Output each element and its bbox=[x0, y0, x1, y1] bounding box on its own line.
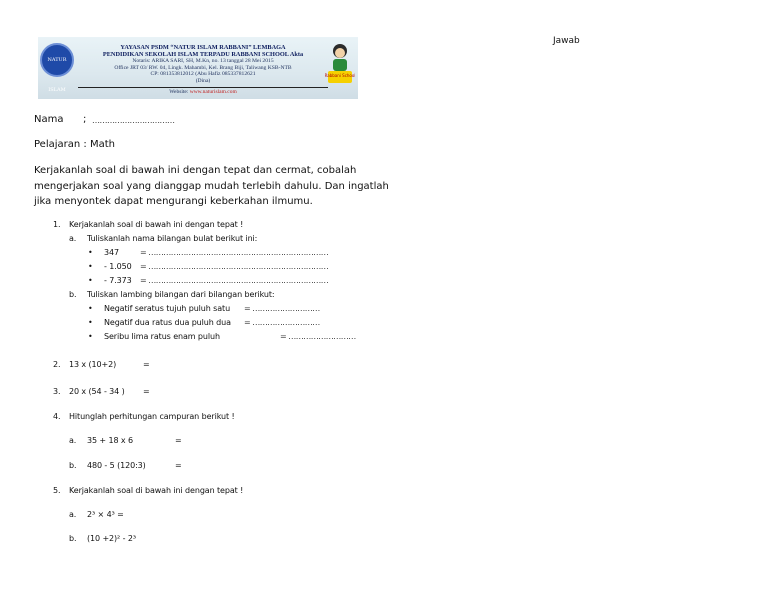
bullet: • bbox=[88, 332, 93, 341]
number-value: - 1.050 bbox=[104, 262, 132, 271]
sub-question-text: Tuliskanlah nama bilangan bulat berikut ini: bbox=[87, 234, 258, 243]
sub-label: a. bbox=[69, 234, 77, 243]
sub-question-text: 2³ × 4³ = bbox=[87, 510, 124, 519]
sub-label: b. bbox=[69, 461, 77, 470]
sub-label: a. bbox=[69, 510, 77, 519]
sub-label: b. bbox=[69, 290, 77, 299]
instruction-line: mengerjakan soal yang dianggap mudah terlebih dahulu. Dan ingatlah bbox=[34, 181, 389, 192]
jawab-label: Jawab bbox=[553, 36, 580, 46]
letterhead-line: PENDIDIKAN SEKOLAH ISLAM TERPADU RABBANI SCHOOL Akta bbox=[102, 50, 304, 58]
sub-question-text: Tuliskan lambing bilangan dari bilangan berikut: bbox=[87, 290, 275, 299]
sub-label: a. bbox=[69, 436, 77, 445]
instruction-line: jika menyontek dapat mengurangi keberkahan ilmumu. bbox=[34, 196, 313, 207]
question-text: 20 x (54 - 34 ) bbox=[69, 387, 125, 396]
question-number: 4. bbox=[53, 412, 61, 421]
question-text: Kerjakanlah soal di bawah ini dengan tepat ! bbox=[69, 486, 244, 495]
instruction-line: Kerjakanlah soal di bawah ini dengan tepat dan cermat, cobalah bbox=[34, 165, 357, 176]
mascot-label: Rabbani School bbox=[325, 73, 355, 78]
nama-field[interactable]: …………………………… bbox=[92, 116, 175, 125]
letterhead-website bbox=[118, 89, 288, 95]
sub-question-text: 35 + 18 x 6 bbox=[87, 436, 133, 445]
number-words: Negatif dua ratus dua puluh dua bbox=[104, 318, 231, 327]
equals-sign: = bbox=[143, 387, 150, 396]
letterhead bbox=[38, 37, 358, 99]
bullet: • bbox=[88, 262, 93, 271]
school-logo: NATUR ISLAM bbox=[40, 43, 74, 77]
sub-question-text: (10 +2)² - 2³ bbox=[87, 534, 136, 543]
mascot-icon bbox=[325, 41, 355, 85]
answer-field[interactable]: = ……………………… bbox=[280, 332, 356, 341]
pelajaran-label: Pelajaran : Math bbox=[34, 139, 115, 150]
answer-field[interactable]: = ……………………… bbox=[244, 318, 320, 327]
bullet: • bbox=[88, 304, 93, 313]
equals-sign: = bbox=[175, 436, 182, 445]
question-text: Kerjakanlah soal di bawah ini dengan tepat ! bbox=[69, 220, 244, 229]
number-value: - 7.373 bbox=[104, 276, 132, 285]
question-text: Hitunglah perhitungan campuran berikut ! bbox=[69, 412, 235, 421]
sub-label: b. bbox=[69, 534, 77, 543]
nama-label: Nama bbox=[34, 114, 64, 125]
bullet: • bbox=[88, 276, 93, 285]
bullet: • bbox=[88, 318, 93, 327]
question-number: 2. bbox=[53, 360, 61, 369]
letterhead-line: Notaris: ARIKA SARI, SH, M.Kn, no. 13 tanggal 28 Mei 2015 bbox=[132, 58, 274, 65]
bullet: • bbox=[88, 248, 93, 257]
question-number: 5. bbox=[53, 486, 61, 495]
letterhead-text bbox=[78, 45, 328, 85]
answer-field[interactable]: = ……………………………………………………………… bbox=[140, 262, 329, 271]
question-text: 13 x (10+2) bbox=[69, 360, 117, 369]
letterhead-divider bbox=[78, 87, 328, 88]
answer-field[interactable]: = ……………………………………………………………… bbox=[140, 276, 329, 285]
number-words: Seribu lima ratus enam puluh bbox=[104, 332, 220, 341]
equals-sign: = bbox=[143, 360, 150, 369]
answer-field[interactable]: = ……………………………………………………………… bbox=[140, 248, 329, 257]
letterhead-url: www.naturislam.com bbox=[189, 89, 237, 95]
question-number: 3. bbox=[53, 387, 61, 396]
nama-separator: ; bbox=[83, 114, 87, 125]
sub-question-text: 480 - 5 (120:3) bbox=[87, 461, 146, 470]
letterhead-website-label: Website: bbox=[169, 89, 189, 95]
letterhead-line: Office JRT 03/ RW. 04, Lingk. Mahambi, Kel. Brang Biji, Taliwang KSB-NTB bbox=[114, 64, 292, 71]
equals-sign: = bbox=[175, 461, 182, 470]
letterhead-line: YAYASAN PSDM “NATUR ISLAM RABBANI” LEMBAGA bbox=[120, 44, 286, 51]
question-number: 1. bbox=[53, 220, 61, 229]
letterhead-line: (Dina) bbox=[195, 77, 211, 84]
number-value: 347 bbox=[104, 248, 119, 257]
number-words: Negatif seratus tujuh puluh satu bbox=[104, 304, 231, 313]
letterhead-line: CP: 081353812012 (Abu Hafiz 085337812621 bbox=[150, 71, 256, 78]
answer-field[interactable]: = ……………………… bbox=[244, 304, 320, 313]
